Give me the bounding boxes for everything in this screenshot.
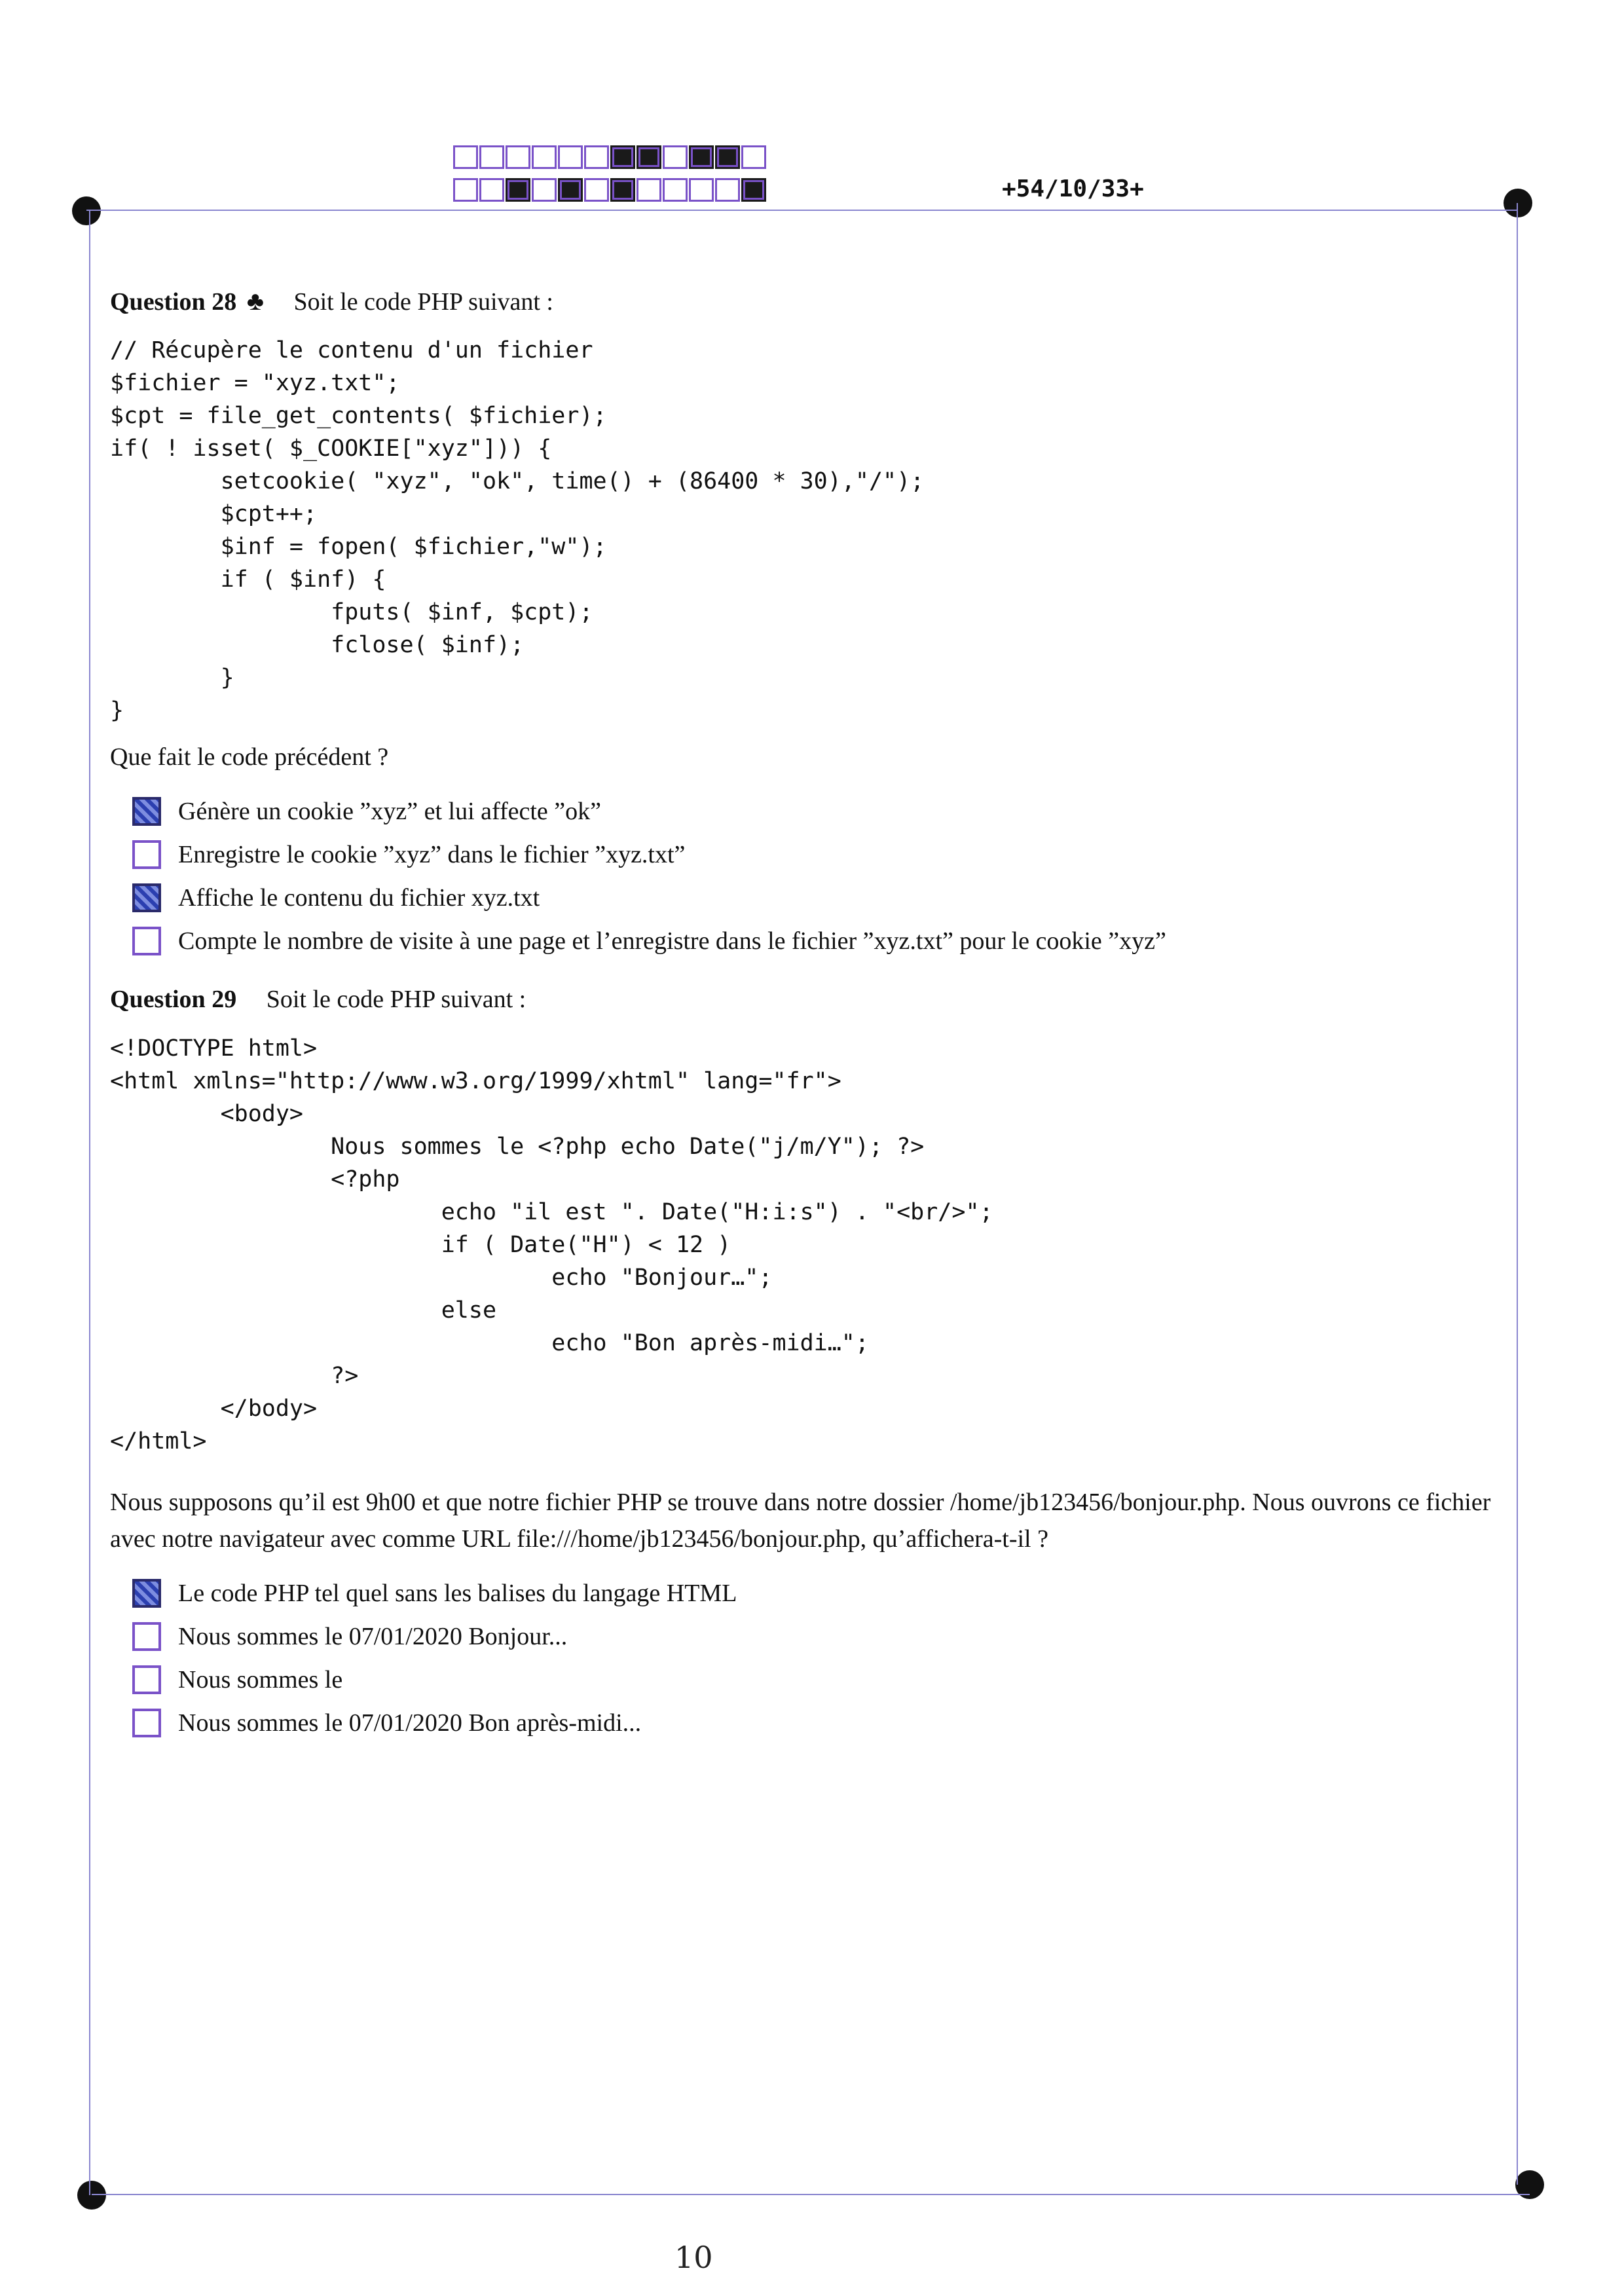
answer-label: Nous sommes le 07/01/2020 Bonjour... bbox=[178, 1623, 568, 1650]
question-title: Question 28 bbox=[110, 288, 237, 316]
answer-label: Nous sommes le bbox=[178, 1666, 343, 1694]
question-title: Question 29 bbox=[110, 986, 237, 1013]
checkbox[interactable] bbox=[132, 1709, 161, 1737]
answer-label: Nous sommes le 07/01/2020 Bon après-midi... bbox=[178, 1709, 642, 1737]
club-icon: ♣ bbox=[246, 286, 264, 316]
answer-option[interactable] bbox=[132, 1572, 1511, 1615]
question-header bbox=[110, 282, 1511, 321]
answer-option[interactable] bbox=[132, 1701, 1511, 1745]
binary-code-strip-1 bbox=[453, 145, 767, 169]
code-bit bbox=[453, 145, 478, 169]
code-bit bbox=[506, 145, 530, 169]
frame-bottom bbox=[92, 2194, 1530, 2195]
question-prompt: Que fait le code précédent ? bbox=[110, 743, 389, 771]
answer-list bbox=[132, 1572, 1511, 1745]
corner-mark-bottom-left bbox=[77, 2181, 106, 2210]
question-28 bbox=[110, 282, 1511, 963]
answer-label: Affiche le contenu du fichier xyz.txt bbox=[178, 884, 540, 912]
answer-label: Génère un cookie ”xyz” et lui affecte ”ok” bbox=[178, 798, 601, 825]
code-bit bbox=[610, 178, 635, 202]
code-bit bbox=[689, 145, 714, 169]
checkbox[interactable] bbox=[132, 840, 161, 869]
binary-code-strip-2 bbox=[453, 178, 767, 202]
question-intro: Soit le code PHP suivant : bbox=[266, 986, 526, 1013]
question-header bbox=[110, 980, 1511, 1019]
answer-option[interactable] bbox=[132, 876, 1511, 919]
code-bit bbox=[532, 145, 557, 169]
checkbox[interactable] bbox=[132, 883, 161, 912]
html-php-code-block: <!DOCTYPE html> <html xmlns="http://www.w3.org/1999/xhtml" lang="fr"> <body> Nous sommes le <?php echo Date("j/m/Y"); ?> <?php echo "il est ". Date("H:i:s") . "<br/>"; if ( Date("H") < 12 ) echo "Bonjour…"; else echo "Bon après-midi…"; ?> </body> </html> bbox=[110, 1035, 993, 1454]
corner-mark-top-left bbox=[72, 196, 101, 225]
code-bit bbox=[663, 145, 688, 169]
code-bit bbox=[663, 178, 688, 202]
code-bit bbox=[532, 178, 557, 202]
code-bit bbox=[453, 178, 478, 202]
checkbox[interactable] bbox=[132, 797, 161, 826]
frame-right bbox=[1517, 203, 1518, 2185]
corner-mark-top-right bbox=[1504, 189, 1532, 217]
answer-label: Le code PHP tel quel sans les balises du langage HTML bbox=[178, 1580, 737, 1607]
code-bit bbox=[558, 145, 583, 169]
code-bit bbox=[479, 178, 504, 202]
php-code-block: // Récupère le contenu d'un fichier $fichier = "xyz.txt"; $cpt = file_get_contents( $fichier); if( ! isset( $_COOKIE["xyz"])) { setcookie( "xyz", "ok", time() + (86400 * 30),"/"); $cpt++; $inf = fopen( $fichier,"w"); if ( $inf) { fputs( $inf, $cpt); fclose( $inf); } } bbox=[110, 337, 925, 724]
answer-list bbox=[132, 790, 1511, 963]
checkbox[interactable] bbox=[132, 1579, 161, 1608]
answer-option[interactable] bbox=[132, 1615, 1511, 1658]
answer-option[interactable] bbox=[132, 1658, 1511, 1701]
answer-option[interactable] bbox=[132, 833, 1511, 876]
code-bit bbox=[637, 178, 661, 202]
question-prompt: Nous supposons qu’il est 9h00 et que notre fichier PHP se trouve dans notre dossier /home/jb123456/bonjour.php. Nous ouvrons ce fichier avec notre navigateur avec comme URL file:///home/jb123456/bonjour.php, qu’affichera-t-il ? bbox=[110, 1489, 1491, 1553]
code-bit bbox=[715, 145, 740, 169]
checkbox[interactable] bbox=[132, 927, 161, 955]
answer-option[interactable] bbox=[132, 919, 1511, 963]
code-bit bbox=[506, 178, 530, 202]
page-number: 10 bbox=[674, 2240, 713, 2275]
code-bit bbox=[715, 178, 740, 202]
answer-label: Compte le nombre de visite à une page et l’enregistre dans le fichier ”xyz.txt” pour le cookie ”xyz” bbox=[178, 927, 1166, 955]
code-bit bbox=[689, 178, 714, 202]
checkbox[interactable] bbox=[132, 1665, 161, 1694]
checkbox[interactable] bbox=[132, 1622, 161, 1651]
answer-label: Enregistre le cookie ”xyz” dans le fichier ”xyz.txt” bbox=[178, 841, 686, 868]
page-content bbox=[110, 282, 1511, 1745]
code-bit bbox=[741, 145, 766, 169]
code-bit bbox=[584, 145, 609, 169]
question-29 bbox=[110, 980, 1511, 1745]
code-bit bbox=[741, 178, 766, 202]
code-bit bbox=[558, 178, 583, 202]
question-intro: Soit le code PHP suivant : bbox=[293, 288, 553, 316]
code-bit bbox=[479, 145, 504, 169]
frame-top bbox=[86, 210, 1518, 211]
code-bit bbox=[610, 145, 635, 169]
frame-left bbox=[89, 211, 90, 2195]
code-bit bbox=[584, 178, 609, 202]
page-identifier: +54/10/33+ bbox=[1002, 176, 1144, 202]
code-bit bbox=[637, 145, 661, 169]
answer-option[interactable] bbox=[132, 790, 1511, 833]
